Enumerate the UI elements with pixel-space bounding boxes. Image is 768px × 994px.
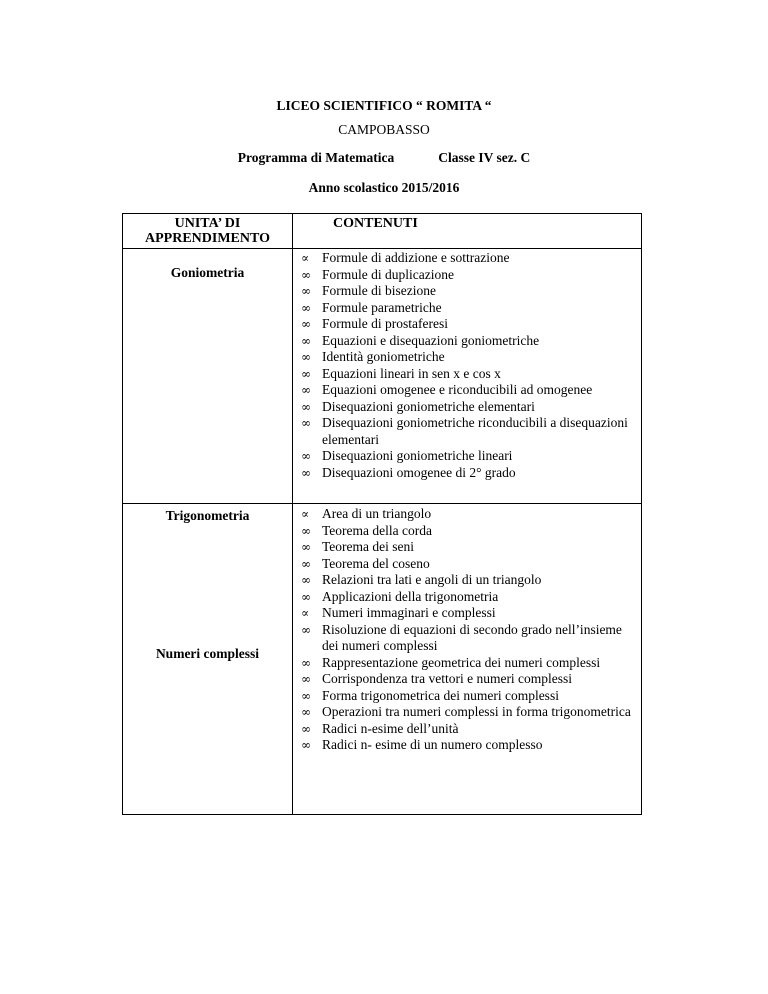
content-item-text: Formule parametriche (322, 299, 442, 315)
content-item (301, 267, 631, 284)
school-year: Anno scolastico 2015/2016 (308, 180, 460, 195)
infinity-bullet-icon: ∞ (301, 540, 311, 554)
content-item-text: Radici n-esime dell’unità (322, 720, 459, 736)
column-divider (292, 214, 293, 814)
unit-divider (123, 503, 641, 504)
infinity-bullet-icon: ∞ (301, 556, 311, 571)
content-item (301, 572, 631, 589)
content-item-text: Formule di bisezione (322, 283, 436, 298)
content-item-text: Identità goniometriche (322, 349, 445, 364)
content-item-text: Operazioni tra numeri complessi in forma trigonometrica (322, 704, 631, 719)
infinity-bullet-icon: ∞ (301, 333, 311, 348)
content-item-text: Disequazioni goniometriche elementari (322, 398, 535, 414)
content-item-text: Applicazioni della trigonometria (322, 588, 499, 604)
content-item-text: Equazioni lineari in sen x e cos x (322, 365, 501, 381)
content-item-text: Formule di addizione e sottrazione (322, 250, 510, 265)
program-title: Programma di Matematica (237, 150, 395, 165)
content-item (301, 465, 631, 482)
header-divider (123, 248, 641, 249)
content-item-text: Formule di prostaferesi (322, 316, 448, 331)
infinity-bullet-icon: ∞ (301, 738, 311, 752)
column-header-units-line2: APPRENDIMENTO (145, 231, 270, 246)
school-title: LICEO SCIENTIFICO “ ROMITA “ (276, 98, 492, 113)
proportional-bullet-icon: ∝ (301, 606, 310, 620)
infinity-bullet-icon: ∞ (301, 688, 311, 703)
content-item (301, 366, 631, 383)
city-name: CAMPOBASSO (338, 122, 430, 137)
proportional-bullet-icon: ∝ (301, 251, 310, 265)
content-item-text: Numeri immaginari e complessi (322, 605, 496, 620)
infinity-bullet-icon: ∞ (301, 416, 311, 430)
content-item (301, 415, 631, 448)
content-item (301, 382, 631, 399)
infinity-bullet-icon: ∞ (301, 622, 311, 637)
infinity-bullet-icon: ∞ (301, 449, 311, 463)
infinity-bullet-icon: ∞ (301, 284, 311, 298)
infinity-bullet-icon: ∞ (301, 267, 311, 282)
content-item (301, 300, 631, 317)
infinity-bullet-icon: ∞ (301, 350, 311, 364)
column-header-contents: CONTENUTI (333, 216, 418, 231)
content-item (301, 671, 631, 688)
unit-name-goniometria: Goniometria (170, 265, 245, 280)
content-item-text: Forma trigonometrica dei numeri complessi (322, 687, 559, 703)
content-item (301, 737, 631, 754)
infinity-bullet-icon: ∞ (301, 399, 311, 414)
infinity-bullet-icon: ∞ (301, 655, 311, 670)
program-table (122, 213, 642, 815)
content-item-text: Disequazioni omogenee di 2° grado (322, 464, 516, 480)
content-item (301, 250, 631, 267)
content-item-text: Equazioni e disequazioni goniometriche (322, 332, 540, 348)
content-item (301, 589, 631, 606)
proportional-bullet-icon: ∝ (301, 507, 310, 521)
content-item (301, 539, 631, 556)
content-item (301, 704, 631, 721)
content-item-text: Equazioni omogenee e riconducibili ad omogenee (322, 382, 593, 397)
content-item (301, 523, 631, 540)
content-item (301, 399, 631, 416)
infinity-bullet-icon: ∞ (301, 523, 311, 538)
infinity-bullet-icon: ∞ (301, 721, 311, 736)
infinity-bullet-icon: ∞ (301, 317, 311, 331)
content-item-text: Risoluzione di equazioni di secondo grado nell’insieme dei numeri complessi (322, 621, 622, 653)
content-item-text: Corrispondenza tra vettori e numeri complessi (322, 671, 573, 686)
infinity-bullet-icon: ∞ (301, 705, 311, 719)
infinity-bullet-icon: ∞ (301, 672, 311, 686)
content-item-text: Disequazioni goniometriche lineari (322, 448, 513, 463)
content-item (301, 333, 631, 350)
content-item (301, 688, 631, 705)
content-item (301, 316, 631, 333)
infinity-bullet-icon: ∞ (301, 383, 311, 397)
unit-name-numeri-complessi: Numeri complessi (155, 646, 260, 661)
unit-name-trigonometria: Trigonometria (165, 508, 250, 523)
infinity-bullet-icon: ∞ (301, 465, 311, 480)
content-item-text: Radici n- esime di un numero complesso (322, 737, 543, 752)
content-item (301, 605, 631, 622)
content-item (301, 655, 631, 672)
infinity-bullet-icon: ∞ (301, 366, 311, 381)
content-item-text: Relazioni tra lati e angoli di un triangolo (322, 572, 542, 587)
content-item (301, 283, 631, 300)
content-item-text: Teorema dei seni (322, 539, 415, 554)
program-line (0, 150, 768, 166)
content-item-text: Rappresentazione geometrica dei numeri complessi (322, 654, 601, 670)
column-header-units-line1: UNITA’ DI (174, 216, 241, 231)
column-header-units (123, 214, 292, 246)
content-item (301, 556, 631, 573)
content-list-trigonometria-complessi (301, 506, 631, 754)
content-item (301, 721, 631, 738)
content-item (301, 349, 631, 366)
content-item-text: Disequazioni goniometriche riconducibili a disequazioni elementari (322, 415, 628, 447)
infinity-bullet-icon: ∞ (301, 300, 311, 315)
infinity-bullet-icon: ∞ (301, 589, 311, 604)
content-item-text: Area di un triangolo (322, 506, 432, 521)
class-label: Classe IV sez. C (438, 150, 531, 165)
content-item-text: Teorema del coseno (322, 555, 430, 571)
content-item (301, 622, 631, 655)
infinity-bullet-icon: ∞ (301, 573, 311, 587)
content-item-text: Teorema della corda (322, 522, 432, 538)
content-list-goniometria (301, 250, 631, 481)
content-item (301, 448, 631, 465)
content-item (301, 506, 631, 523)
content-item-text: Formule di duplicazione (322, 266, 454, 282)
